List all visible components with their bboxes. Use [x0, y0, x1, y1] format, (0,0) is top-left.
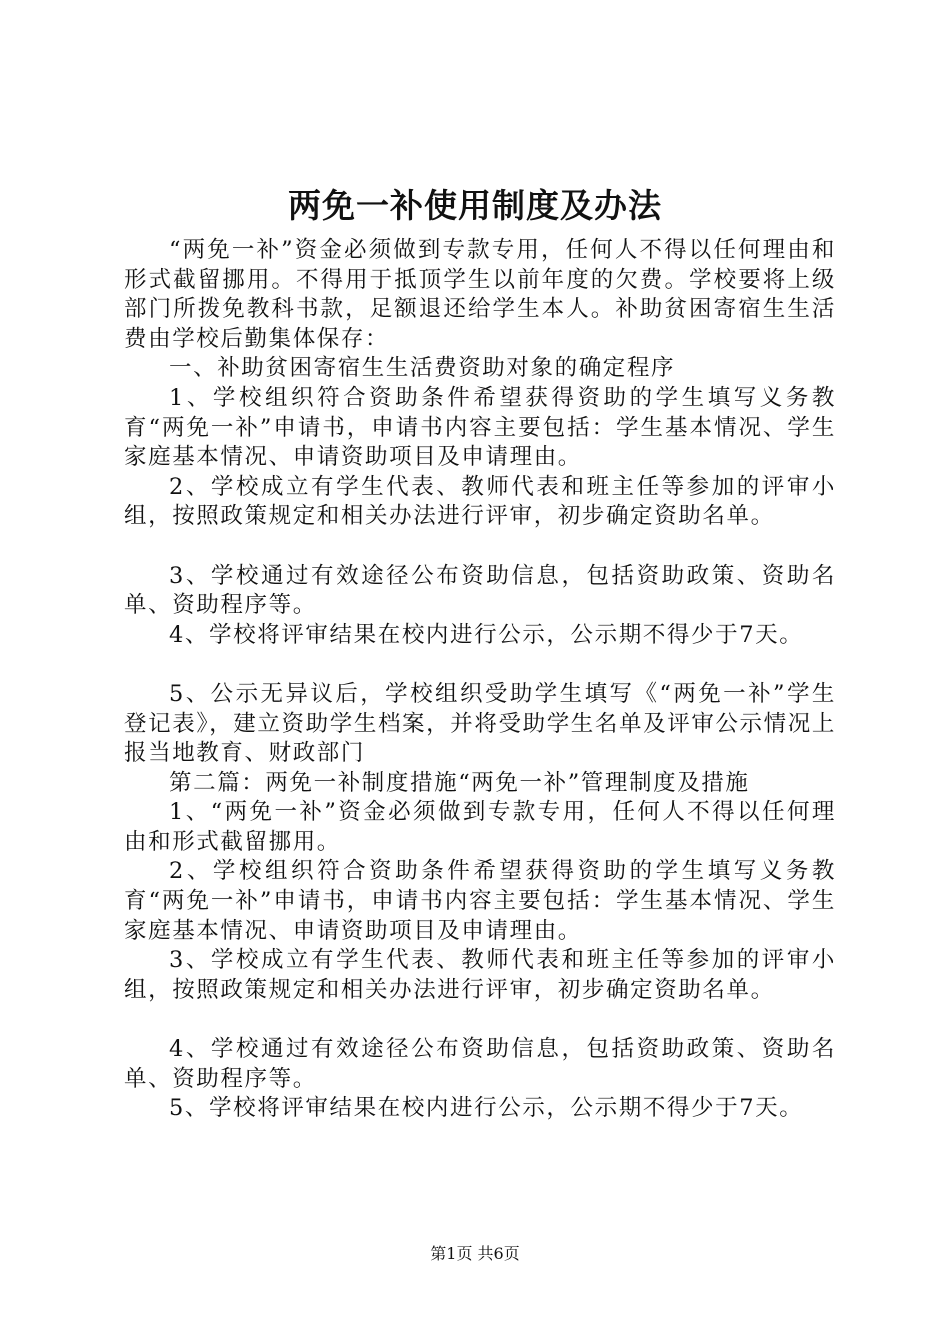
section-heading: 第二篇：两免一补制度措施“两免一补”管理制度及措施: [169, 769, 750, 796]
body-paragraph: 1、学校组织符合资助条件希望获得资助的学生填写义务教育“两免一补”申请书，申请书内容主要包括：学生基本情况、学生家庭基本情况、申请资助项目及申请理由。: [124, 384, 836, 471]
document-title: 两免一补使用制度及办法: [288, 186, 662, 225]
body-paragraph: 3、学校成立有学生代表、教师代表和班主任等参加的评审小组，按照政策规定和相关办法进行评审，初步确定资助名单。: [124, 947, 836, 1003]
document-body: [124, 236, 836, 1124]
body-paragraph: 5、学校将评审结果在校内进行公示，公示期不得少于7天。: [169, 1095, 804, 1122]
body-paragraph: 2、学校成立有学生代表、教师代表和班主任等参加的评审小组，按照政策规定和相关办法进行评审，初步确定资助名单。: [124, 473, 836, 530]
section-heading: 一、补助贫困寄宿生生活费资助对象的确定程序: [169, 355, 676, 382]
page-number-footer: 第1页 共6页: [430, 1244, 520, 1263]
body-paragraph: 3、学校通过有效途径公布资助信息，包括资助政策、资助名单、资助程序等。: [124, 562, 836, 619]
body-paragraph: 1、“两免一补”资金必须做到专款专用，任何人不得以任何理由和形式截留挪用。: [124, 799, 836, 855]
body-paragraph: “两免一补”资金必须做到专款专用，任何人不得以任何理由和形式截留挪用。不得用于抵顶学生以前年度的欠费。学校要将上级部门所拨免教科书款，足额退还给学生本人。补助贫困寄宿生生活费由学校后勤集体保存：: [124, 237, 836, 352]
body-paragraph: 4、学校将评审结果在校内进行公示，公示期不得少于7天。: [169, 621, 804, 648]
body-paragraph: 5、公示无异议后，学校组织受助学生填写《“两免一补”学生登记表》，建立资助学生档案，并将受助学生名单及评审公示情况上报当地教育、财政部门: [124, 680, 836, 767]
body-paragraph: 2、学校组织符合资助条件希望获得资助的学生填写义务教育“两免一补”申请书，申请书内容主要包括：学生基本情况、学生家庭基本情况、申请资助项目及申请理由。: [124, 858, 836, 944]
body-paragraph: 4、学校通过有效途径公布资助信息，包括资助政策、资助名单、资助程序等。: [124, 1036, 836, 1092]
